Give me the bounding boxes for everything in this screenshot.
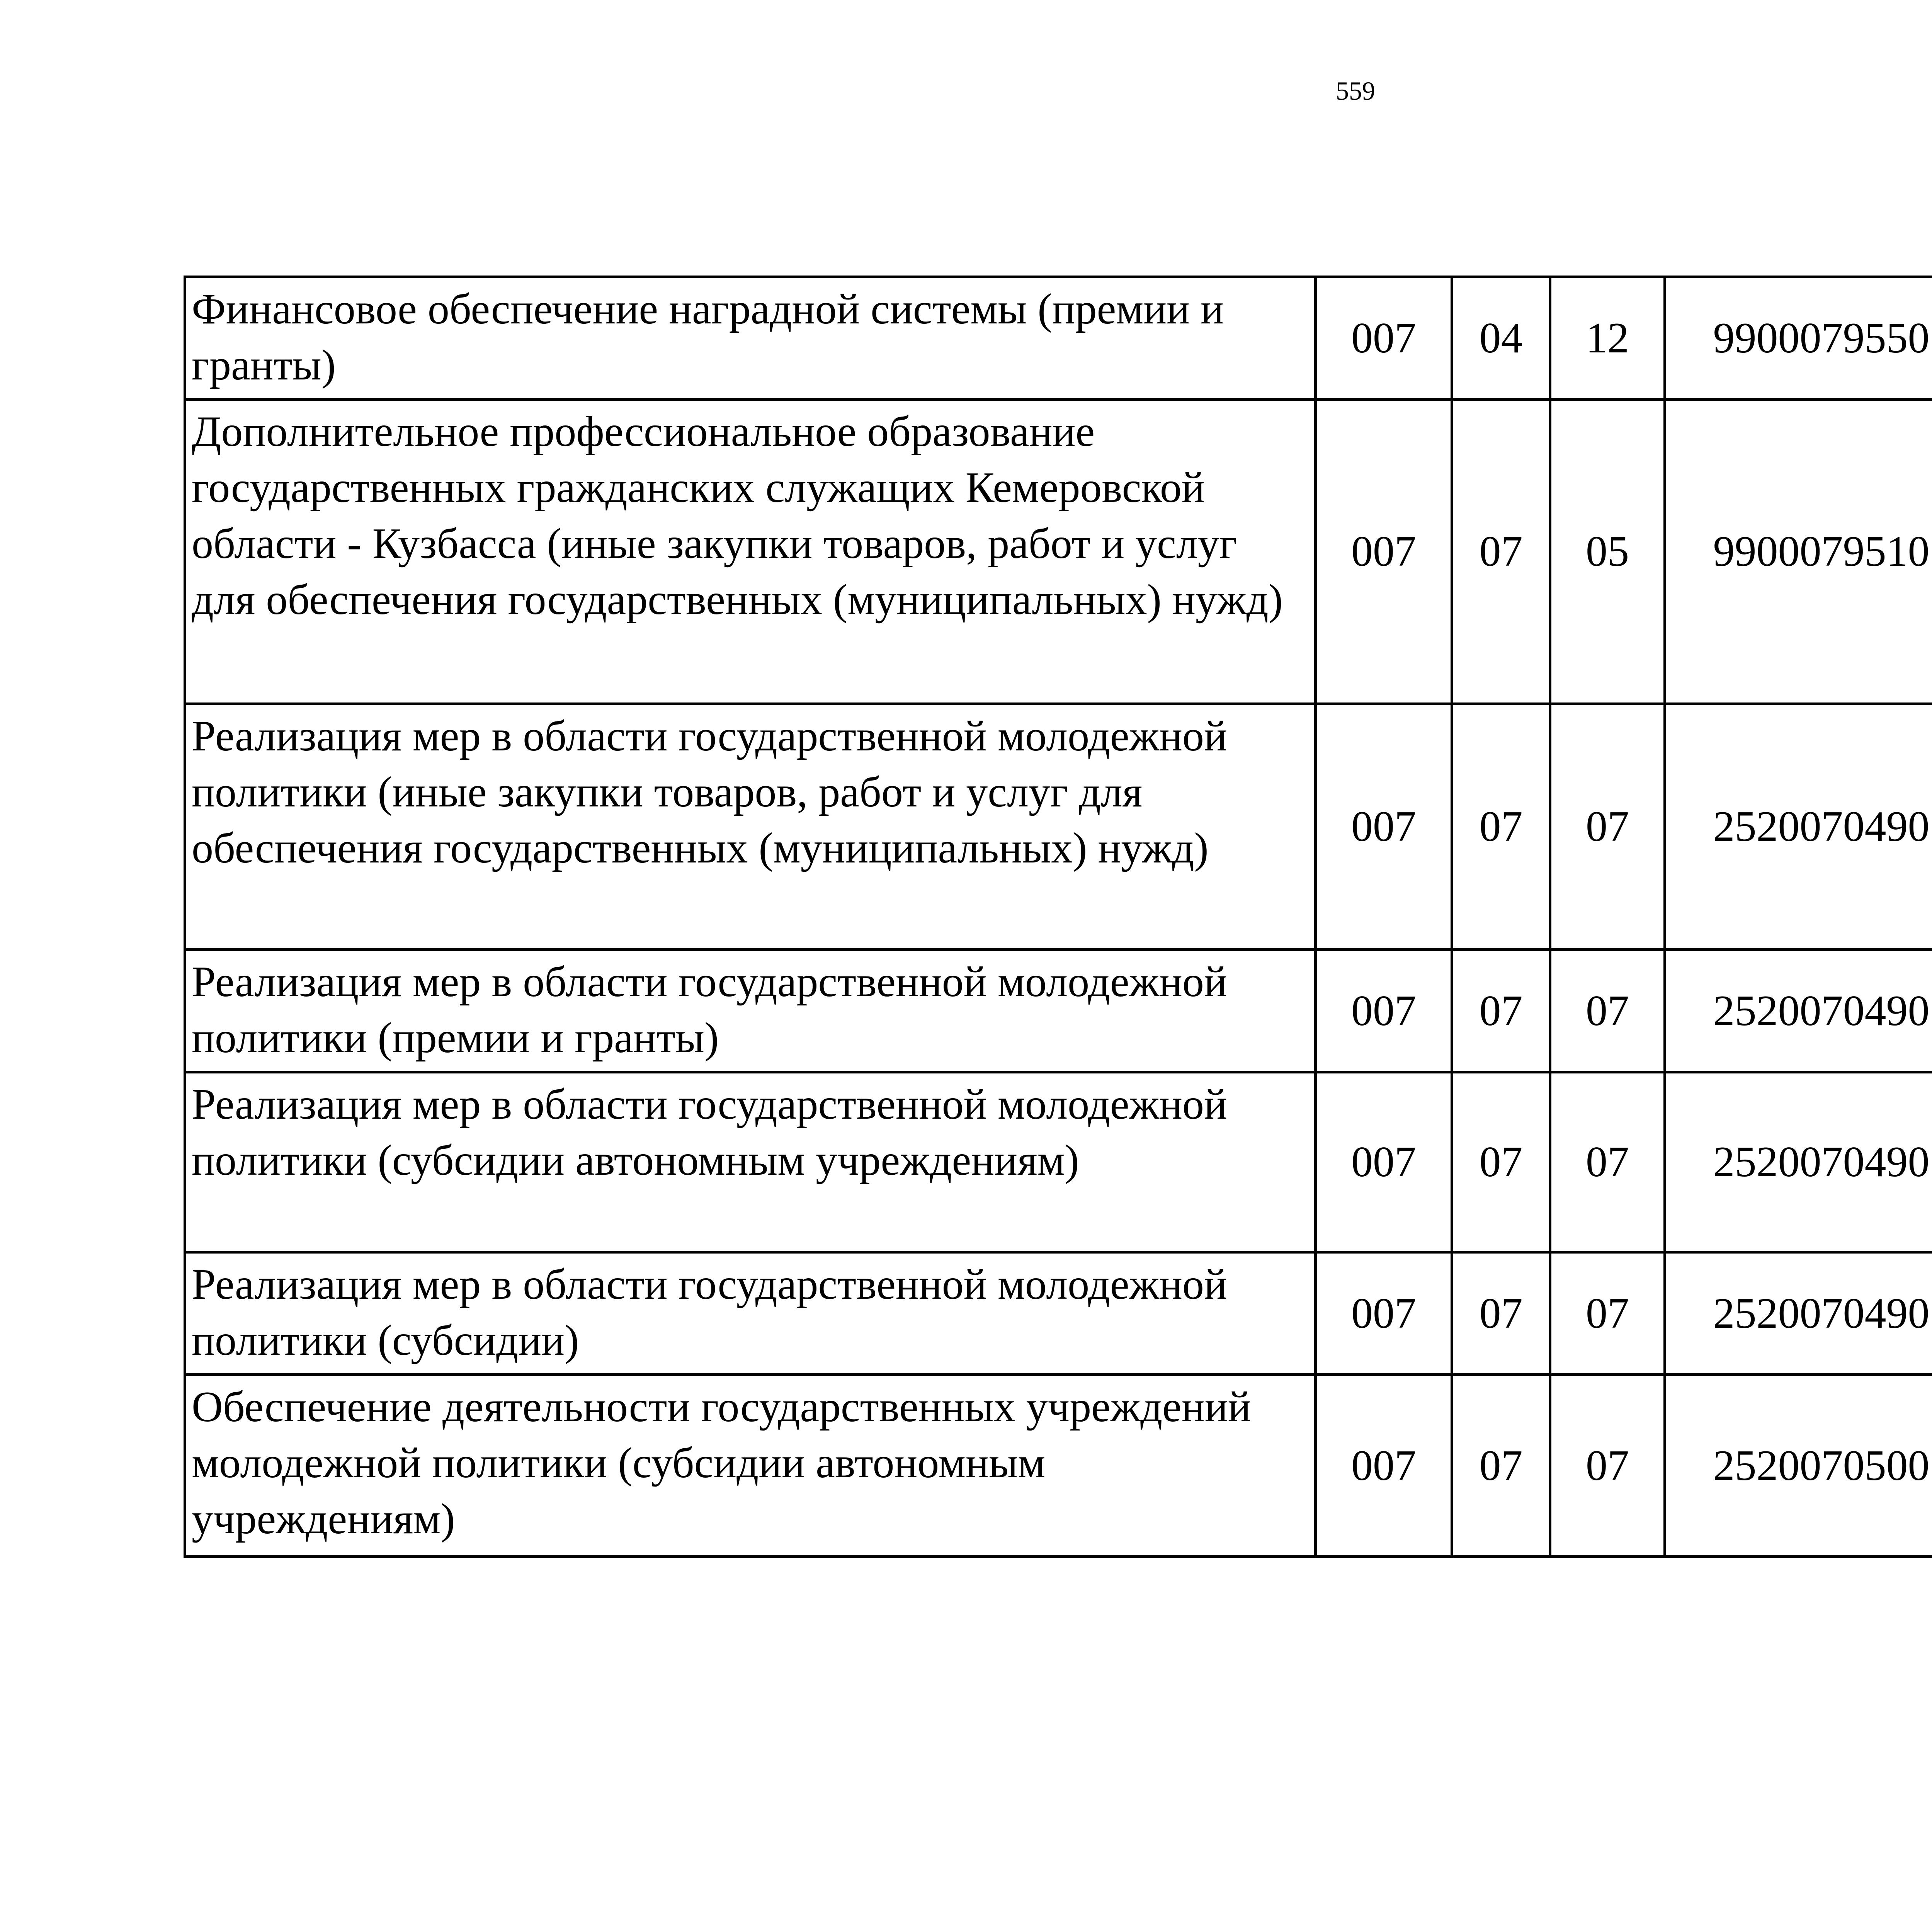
subsection-code: 07: [1550, 1072, 1665, 1252]
table-row: [185, 1375, 1932, 1557]
row-description: Дополнительное профессиональное образование государственных гражданских служащих Кемеровской области - Кузбасса (иные закупки товаров, работ и услуг для обеспечения государственных (муниципальных) нужд): [185, 400, 1316, 704]
subsection-code: 12: [1550, 277, 1665, 400]
target-article-code: 2520070490: [1665, 1252, 1932, 1375]
ministry-code: 007: [1316, 704, 1452, 950]
target-article-code: 2520070490: [1665, 704, 1932, 950]
table-row: [185, 1072, 1932, 1252]
ministry-code: 007: [1316, 950, 1452, 1072]
subsection-code: 07: [1550, 704, 1665, 950]
target-article-code: 9900079550: [1665, 277, 1932, 400]
subsection-code: 07: [1550, 1252, 1665, 1375]
target-article-code: 2520070490: [1665, 950, 1932, 1072]
subsection-code: 07: [1550, 1375, 1665, 1557]
target-article-code: 2520070500: [1665, 1375, 1932, 1557]
row-description: Обеспечение деятельности государственных учреждений молодежной политики (субсидии автономным учреждениям): [185, 1375, 1316, 1557]
section-code: 07: [1452, 704, 1550, 950]
ministry-code: 007: [1316, 400, 1452, 704]
section-code: 07: [1452, 400, 1550, 704]
row-description: Реализация мер в области государственной молодежной политики (субсидии автономным учреждениям): [185, 1072, 1316, 1252]
row-description: Реализация мер в области государственной молодежной политики (субсидии): [185, 1252, 1316, 1375]
budget-table: [184, 276, 1932, 1558]
section-code: 04: [1452, 277, 1550, 400]
section-code: 07: [1452, 1375, 1550, 1557]
section-code: 07: [1452, 1252, 1550, 1375]
row-description: Реализация мер в области государственной молодежной политики (премии и гранты): [185, 950, 1316, 1072]
table-row: [185, 277, 1932, 400]
table-row: [185, 1252, 1932, 1375]
target-article-code: 2520070490: [1665, 1072, 1932, 1252]
section-code: 07: [1452, 1072, 1550, 1252]
subsection-code: 07: [1550, 950, 1665, 1072]
row-description: Финансовое обеспечение наградной системы (премии и гранты): [185, 277, 1316, 400]
ministry-code: 007: [1316, 1072, 1452, 1252]
page-number: 559: [1336, 76, 1375, 105]
row-description: Реализация мер в области государственной молодежной политики (иные закупки товаров, работ и услуг для обеспечения государственных (муниципальных) нужд): [185, 704, 1316, 950]
subsection-code: 05: [1550, 400, 1665, 704]
target-article-code: 9900079510: [1665, 400, 1932, 704]
table-row: [185, 950, 1932, 1072]
table-row: [185, 400, 1932, 704]
section-code: 07: [1452, 950, 1550, 1072]
ministry-code: 007: [1316, 1375, 1452, 1557]
ministry-code: 007: [1316, 1252, 1452, 1375]
ministry-code: 007: [1316, 277, 1452, 400]
table-row: [185, 704, 1932, 950]
